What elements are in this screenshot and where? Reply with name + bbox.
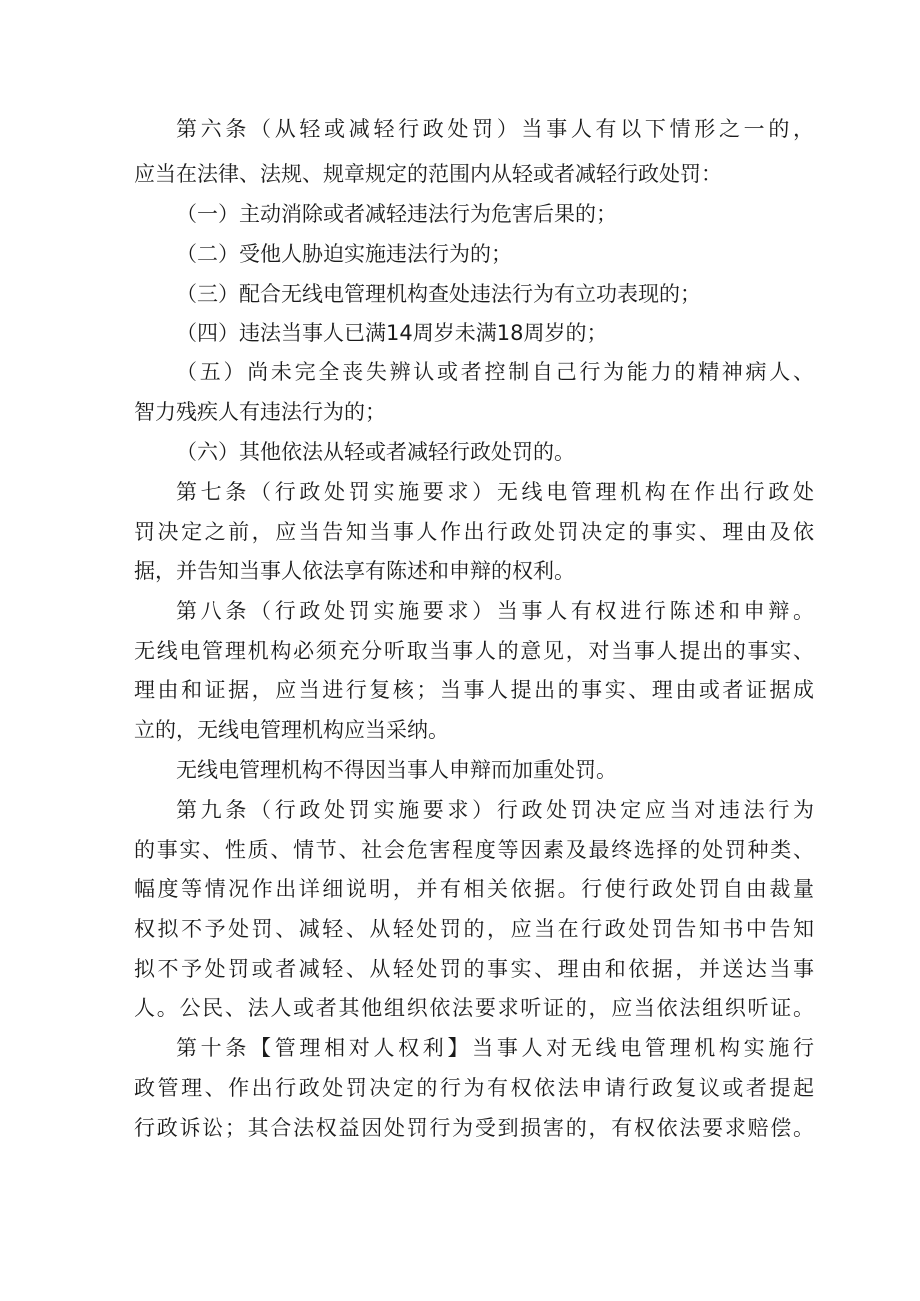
- article-9-line-3: 幅度等情况作出详细说明，并有相关依据。行使行政处罚自由裁量: [134, 877, 814, 901]
- article-9-line-4: 权拟不予处罚、减轻、从轻处罚的，应当在行政处罚告知书中告知: [134, 917, 814, 941]
- article-6-body-line: 应当在法律、法规、规章规定的范围内从轻或者减轻行政处罚：: [134, 162, 722, 186]
- article-8-line-2: 无线电管理机构必须充分听取当事人的意见，对当事人提出的事实、: [134, 639, 814, 663]
- article-7-line-1: 第七条（行政处罚实施要求）无线电管理机构在作出行政处: [176, 480, 814, 504]
- article-9-line-6: 人。公民、法人或者其他组织依法要求听证的，应当依法组织听证。: [134, 996, 814, 1020]
- article-9-line-5: 拟不予处罚或者减轻、从轻处罚的事实、理由和依据，并送达当事: [134, 957, 814, 981]
- article-9-line-2: 的事实、性质、情节、社会危害程度等因素及最终选择的处罚种类、: [134, 838, 814, 862]
- article-7-line-3: 据，并告知当事人依法享有陈述和申辩的权利。: [134, 559, 575, 583]
- article-6-item-3: （三）配合无线电管理机构查处违法行为有立功表现的；: [176, 282, 701, 306]
- article-6-item-4: （四）违法当事人已满14周岁未满18周岁的；: [176, 321, 608, 345]
- article-6-heading-line: 第六条（从轻或减轻行政处罚）当事人有以下情形之一的，: [176, 117, 814, 141]
- article-8-line-5: 无线电管理机构不得因当事人申辩而加重处罚。: [176, 758, 617, 782]
- article-10-line-1: 第十条【管理相对人权利】当事人对无线电管理机构实施行: [176, 1036, 814, 1060]
- article-10-line-3: 行政诉讼；其合法权益因处罚行为受到损害的，有权依法要求赔偿。: [134, 1116, 814, 1140]
- article-6-item-2: （二）受他人胁迫实施违法行为的；: [176, 242, 512, 266]
- article-6-item-5-line-2: 智力残疾人有违法行为的；: [134, 400, 386, 424]
- article-6-item-1: （一）主动消除或者减轻违法行为危害后果的；: [176, 202, 617, 226]
- article-10-line-2: 政管理、作出行政处罚决定的行为有权依法申请行政复议或者提起: [134, 1076, 814, 1100]
- article-8-line-4: 立的，无线电管理机构应当采纳。: [134, 718, 449, 742]
- article-7-line-2: 罚决定之前，应当告知当事人作出行政处罚决定的事实、理由及依: [134, 520, 814, 544]
- article-8-line-3: 理由和证据，应当进行复核；当事人提出的事实、理由或者证据成: [134, 678, 814, 702]
- article-8-line-1: 第八条（行政处罚实施要求）当事人有权进行陈述和申辩。: [176, 599, 814, 623]
- article-9-line-1: 第九条（行政处罚实施要求）行政处罚决定应当对违法行为: [176, 798, 814, 822]
- article-6-item-6: （六）其他依法从轻或者减轻行政处罚的。: [176, 440, 575, 464]
- article-6-item-5-line-1: （五）尚未完全丧失辨认或者控制自己行为能力的精神病人、: [176, 360, 814, 384]
